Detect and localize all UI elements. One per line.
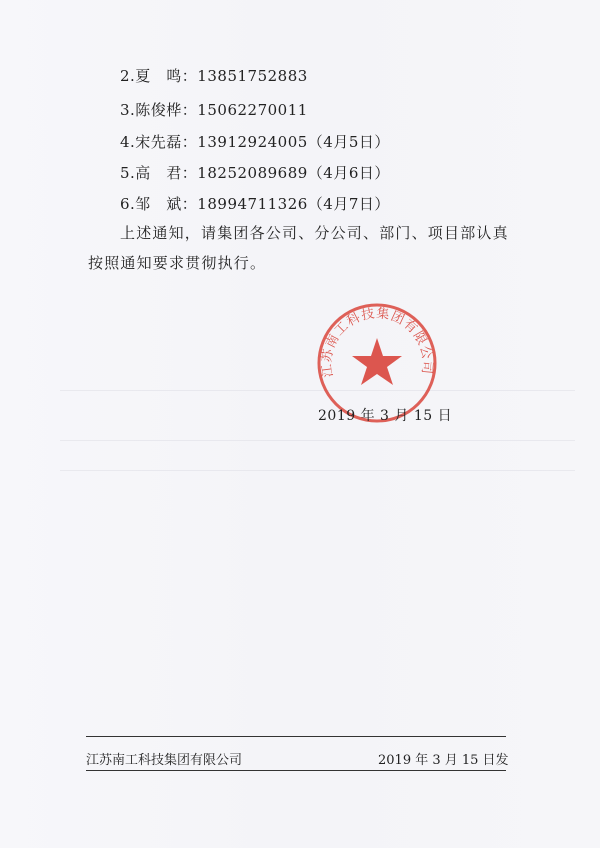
star-icon	[352, 338, 402, 385]
svg-text:江苏南工科技集团有限公司: 江苏南工科技集团有限公司	[319, 306, 435, 379]
footer-rule-top	[86, 736, 506, 737]
contact-line-2: 2.夏 鸣：13851752883	[120, 67, 308, 85]
notice-paragraph-line-2: 按照通知要求贯彻执行。	[88, 254, 267, 272]
contact-line-3: 3.陈俊桦：15062270011	[120, 101, 308, 119]
contact-line-6: 6.邹 斌：18994711326（4月7日）	[120, 195, 390, 213]
scan-noise	[60, 440, 575, 441]
footer-issued-date: 2019 年 3 月 15 日发	[378, 753, 509, 768]
footer-rule-bottom	[86, 770, 506, 771]
footer-org: 江苏南工科技集团有限公司	[86, 753, 243, 768]
notice-paragraph-line-1: 上述通知，请集团各公司、分公司、部门、项目部认真	[120, 224, 509, 242]
scan-noise	[60, 470, 575, 471]
contact-line-5: 5.高 君：18252089689（4月6日）	[120, 164, 390, 182]
signature-date: 2019 年 3 月 15 日	[318, 408, 453, 424]
contact-line-4: 4.宋先磊：13912924005（4月5日）	[120, 133, 390, 151]
